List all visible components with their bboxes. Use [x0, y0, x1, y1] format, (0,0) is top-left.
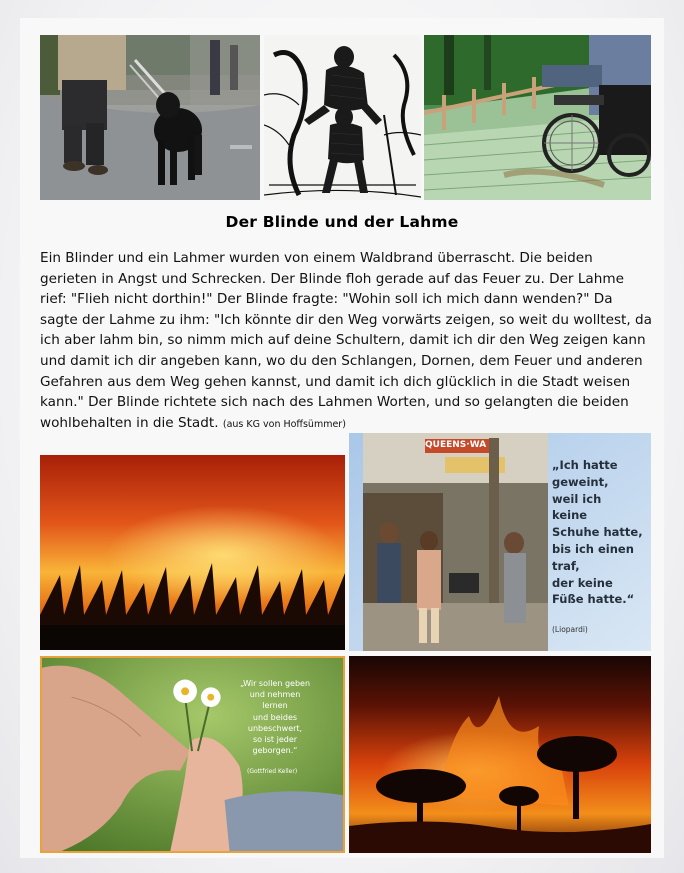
- wildfire-trees-photo: [349, 656, 651, 853]
- quote-line: und beides: [252, 712, 298, 722]
- keller-quote: [220, 678, 330, 756]
- hands-flowers-quote-card: [40, 656, 345, 853]
- quote-line: Füße hatte.“: [552, 592, 635, 607]
- quote-line: bis ich einen: [552, 541, 634, 556]
- quote-line: weil ich: [552, 491, 602, 506]
- story-source: (aus KG von Hoffsümmer): [222, 418, 346, 430]
- quote-line: traf,: [552, 558, 580, 573]
- wheelchair-on-boardwalk-photo: [424, 35, 651, 200]
- quote-line: geweint,: [552, 474, 609, 489]
- street-sign-text: QUEENS·WA: [425, 440, 487, 450]
- quote-line: der keine: [552, 575, 613, 590]
- quote-author: (Gottfried Keller): [247, 768, 298, 775]
- quote-line: geborgen.“: [252, 746, 298, 756]
- story-text: Ein Blinder und ein Lahmer wurden von einem Waldbrand überrascht. Die beiden gerieten in Angst und Schrecken. Der Blinde floh gerade auf das Feuer zu. Der Lahme rief: "Flieh nicht dorthin!" Der Blinde fragte: "Wohin soll ich mich dann wenden?" Da sagte der Lahme zu ihm: "Ich könnte dir den Weg vorwärts zeigen, so weit du wolltest, da ich aber lahm bin, so nimm mich auf deine Schultern, damit ich dir den Weg zeigen kann und damit ich dir angeben kann, wo du den Schlangen, Dornen, dem Feuer und anderen Gefahren aus dem Weg gehen kannst, und damit ich dich glücklich in die Stadt weisen kann." Der Blinde richtete sich nach des Lahmen Worten, und so gelangten die beiden wohlbehalten in die Stadt.: [40, 250, 652, 431]
- blind-man-with-guide-dog-photo: [40, 35, 260, 200]
- quote-line: Schuhe hatte,: [552, 525, 643, 540]
- quote-line: „Ich hatte: [552, 458, 618, 472]
- quote-line: keine: [552, 508, 588, 523]
- forest-fire-photo: [40, 455, 345, 650]
- quote-line: unbeschwert,: [247, 723, 303, 733]
- quote-line: so ist jeder: [252, 735, 298, 745]
- story-title: Der Blinde und der Lahme: [225, 213, 459, 231]
- blind-carrying-lame-woodcut-image: [264, 35, 421, 200]
- quote-line: lernen: [262, 701, 288, 711]
- street-scene-quote-card: [349, 433, 651, 651]
- quote-line: und nehmen: [249, 690, 301, 700]
- quote-author: (Liopardi): [552, 625, 588, 634]
- leopardi-quote: [552, 457, 643, 608]
- quote-line: „Wir sollen geben: [239, 679, 311, 688]
- story-text-block: [40, 248, 652, 435]
